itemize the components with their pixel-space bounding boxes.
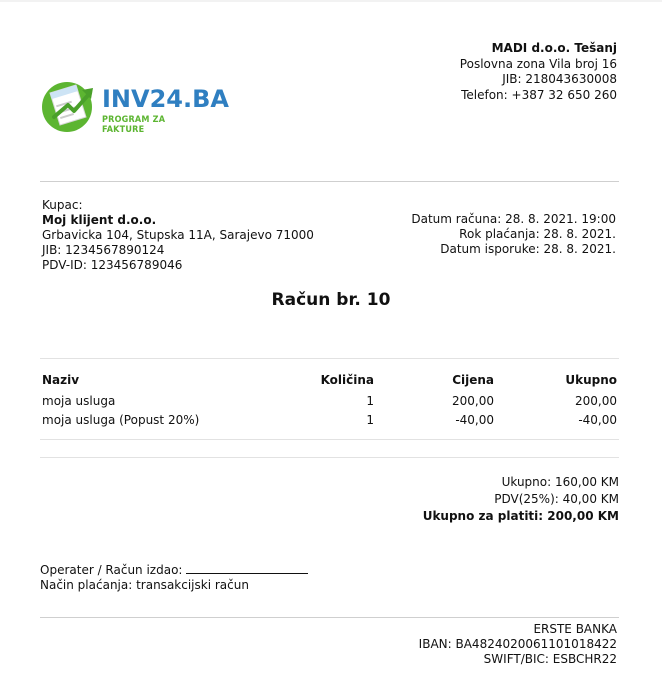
due-date: Rok plaćanja: 28. 8. 2021. <box>459 227 616 241</box>
signature-line <box>186 562 308 574</box>
grand-total: Ukupno za platiti: 200,00 KM <box>422 509 619 523</box>
row-qty: 1 <box>366 413 374 427</box>
buyer-address: Grbavicka 104, Stupska 11A, Sarajevo 71000 <box>42 228 314 242</box>
logo-icon <box>38 75 100 137</box>
brand-logo <box>38 75 229 137</box>
operator-info <box>40 562 308 593</box>
buyer-pdv-id: PDV-ID: 123456789046 <box>42 258 183 272</box>
row-total: -40,00 <box>578 413 617 427</box>
header-qty: Količina <box>320 373 374 387</box>
vat-amount: PDV(25%): 40,00 KM <box>494 492 619 506</box>
table-row <box>40 392 619 411</box>
buyer-label: Kupac: <box>42 198 83 212</box>
divider-footer <box>40 617 619 618</box>
table-header-row <box>40 369 619 392</box>
row-qty: 1 <box>366 394 374 408</box>
operator-line <box>40 562 308 578</box>
row-price: 200,00 <box>452 394 494 408</box>
delivery-date: Datum isporuke: 28. 8. 2021. <box>440 242 616 256</box>
company-address: Poslovna zona Vila broj 16 <box>459 56 617 71</box>
row-price: -40,00 <box>455 413 494 427</box>
company-jib: JIB: 218043630008 <box>502 72 617 86</box>
bank-swift: SWIFT/BIC: ESBCHR22 <box>483 652 617 666</box>
header-name: Naziv <box>42 373 80 387</box>
bank-info <box>419 622 617 667</box>
header-price: Cijena <box>452 373 494 387</box>
buyer-info <box>42 198 314 273</box>
header-total: Ukupno <box>565 373 617 387</box>
invoice-dates <box>411 212 616 257</box>
row-total: 200,00 <box>575 394 617 408</box>
company-info <box>460 41 617 103</box>
logo-brand-text: INV24.BA <box>102 85 229 113</box>
buyer-name: Moj klijent d.o.o. <box>42 213 157 227</box>
operator-label: Operater / Račun izdao: <box>40 563 183 577</box>
divider-table-top <box>40 358 619 359</box>
divider-header <box>40 181 619 182</box>
payment-method: Način plaćanja: transakcijski račun <box>40 578 249 592</box>
subtotal: Ukupno: 160,00 KM <box>501 475 619 489</box>
buyer-jib: JIB: 1234567890124 <box>42 243 165 257</box>
table-row <box>40 411 619 430</box>
company-name: MADI d.o.o. Tešanj <box>491 41 617 55</box>
divider-totals <box>40 457 619 458</box>
invoice-date: Datum računa: 28. 8. 2021. 19:00 <box>411 212 616 226</box>
divider-table-bottom <box>40 439 619 440</box>
logo-tagline: PROGRAM ZA FAKTURE <box>102 115 166 135</box>
totals-block <box>423 474 619 525</box>
row-name: moja usluga (Popust 20%) <box>42 413 200 427</box>
bank-name: ERSTE BANKA <box>533 622 617 636</box>
items-table <box>40 369 619 430</box>
bank-iban: IBAN: BA4824020061101018422 <box>418 637 617 651</box>
invoice-title: Račun br. 10 <box>271 290 391 310</box>
row-name: moja usluga <box>42 394 116 408</box>
top-border <box>0 0 662 2</box>
company-phone: Telefon: +387 32 650 260 <box>461 87 617 102</box>
